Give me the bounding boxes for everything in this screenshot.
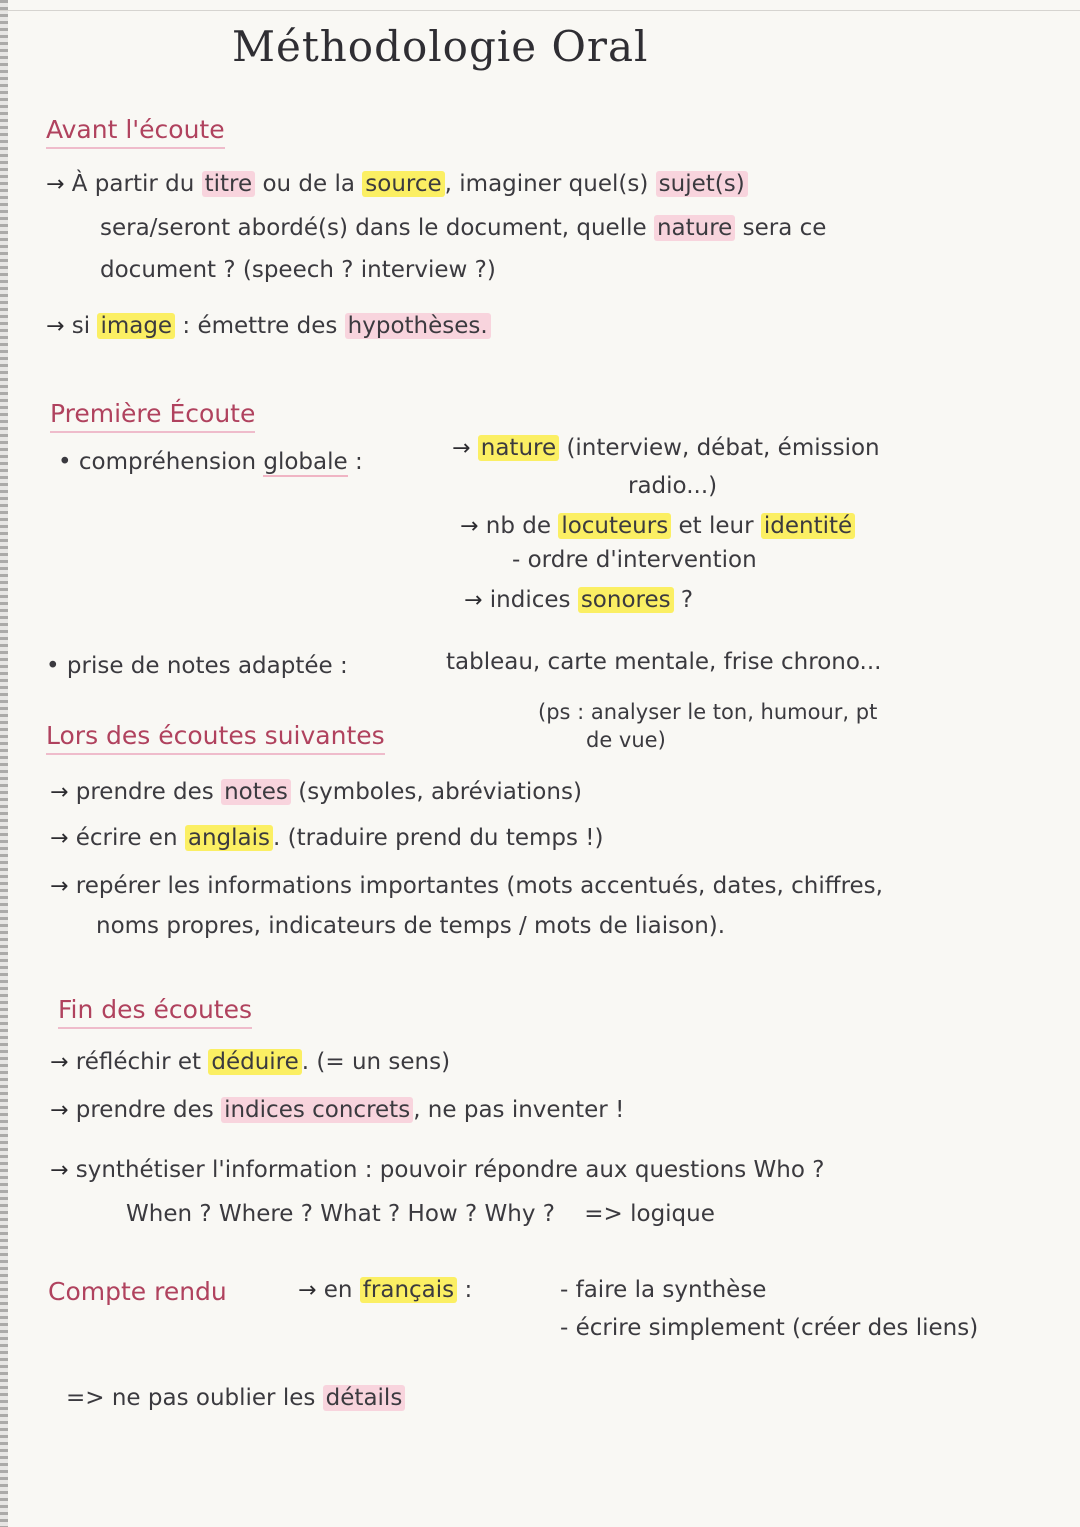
highlight-details: détails — [323, 1385, 406, 1411]
fin-line-2: → prendre des indices concrets , ne pas inventer ! — [50, 1097, 625, 1123]
ordre-line: - ordre d'intervention — [512, 547, 757, 573]
arrow-icon: → — [50, 826, 69, 851]
highlight-indices-concrets: indices concrets — [221, 1097, 413, 1123]
prise-de-notes-tools: tableau, carte mentale, frise chrono... — [446, 649, 882, 675]
arrow-icon: → — [460, 514, 479, 539]
prise-de-notes-line: • prise de notes adaptée : — [46, 653, 348, 679]
highlight-francais: français — [360, 1277, 457, 1303]
locuteurs-line: → nb de locuteurs et leur identité — [460, 512, 855, 541]
comprehension-line: • compréhension globale : — [58, 449, 363, 475]
fin-line-4: When ? Where ? What ? How ? Why ? => logique — [126, 1201, 715, 1227]
compte-line-1: → en français : — [298, 1277, 473, 1303]
highlight-locuteurs: locuteurs — [558, 513, 671, 539]
highlight-nature: nature — [478, 435, 559, 461]
arrow-icon: → — [50, 874, 69, 899]
nature-line: → nature (interview, débat, émission — [452, 435, 880, 461]
section-heading-suivantes: Lors des écoutes suivantes — [46, 722, 385, 755]
arrow-icon: → — [50, 1050, 69, 1075]
page-edge-line — [0, 10, 1080, 11]
avant-line-2: sera/seront abordé(s) dans le document, quelle nature sera ce — [100, 215, 827, 241]
avant-line-3: document ? (speech ? interview ?) — [100, 257, 496, 283]
indices-line: → indices sonores ? — [464, 587, 694, 613]
section-heading-avant: Avant l'écoute — [46, 116, 225, 149]
suivantes-line-4: noms propres, indicateurs de temps / mots de liaison). — [96, 913, 726, 939]
arrow-icon: → — [50, 1158, 69, 1183]
arrow-icon: → — [298, 1278, 317, 1303]
arrow-icon: → — [50, 1098, 69, 1123]
section-heading-fin: Fin des écoutes — [58, 996, 252, 1029]
arrow-icon: → — [50, 780, 69, 805]
section-heading-premiere: Première Écoute — [50, 400, 255, 433]
highlight-source: source — [362, 171, 444, 197]
section-heading-compte: Compte rendu — [48, 1277, 227, 1306]
highlight-notes: notes — [221, 779, 291, 805]
fin-line-1: → réfléchir et déduire . (= un sens) — [50, 1049, 451, 1075]
compte-details-line: => ne pas oublier les détails — [66, 1384, 405, 1412]
highlight-hypotheses: hypothèses. — [345, 313, 491, 339]
highlight-identite: identité — [761, 513, 855, 539]
notebook-binding — [0, 0, 8, 1527]
suivantes-line-3: → repérer les informations importantes (mots accentués, dates, chiffres, — [50, 873, 883, 899]
highlight-titre: titre — [202, 171, 256, 197]
ps-note: (ps : analyser le ton, humour, pt — [538, 700, 878, 724]
arrow-icon: → — [46, 172, 65, 197]
avant-line-1: → À partir du titre ou de la source , imaginer quel(s) sujet(s) — [46, 170, 748, 199]
highlight-nature: nature — [654, 215, 735, 241]
avant-line-4: → si image : émettre des hypothèses. — [46, 312, 491, 341]
highlight-sujets: sujet(s) — [656, 171, 748, 197]
arrow-icon: → — [452, 436, 471, 461]
compte-ecrire: - écrire simplement (créer des liens) — [560, 1315, 979, 1341]
arrow-icon: → — [464, 588, 483, 613]
fin-line-3: → synthétiser l'information : pouvoir répondre aux questions Who ? — [50, 1157, 825, 1183]
bullet-icon: • — [58, 449, 72, 475]
page-title: Méthodologie Oral — [232, 22, 649, 71]
nature-line-2: radio...) — [628, 473, 718, 499]
ps-note-2: de vue) — [586, 728, 666, 752]
compte-synthese: - faire la synthèse — [560, 1277, 767, 1303]
highlight-sonores: sonores — [578, 587, 674, 613]
highlight-deduire: déduire — [208, 1049, 301, 1075]
highlight-image: image — [97, 313, 175, 339]
bullet-icon: • — [46, 653, 60, 679]
arrow-icon: → — [46, 314, 65, 339]
suivantes-line-2: → écrire en anglais . (traduire prend du temps !) — [50, 825, 604, 851]
suivantes-line-1: → prendre des notes (symboles, abréviations) — [50, 779, 582, 805]
highlight-anglais: anglais — [185, 825, 273, 851]
